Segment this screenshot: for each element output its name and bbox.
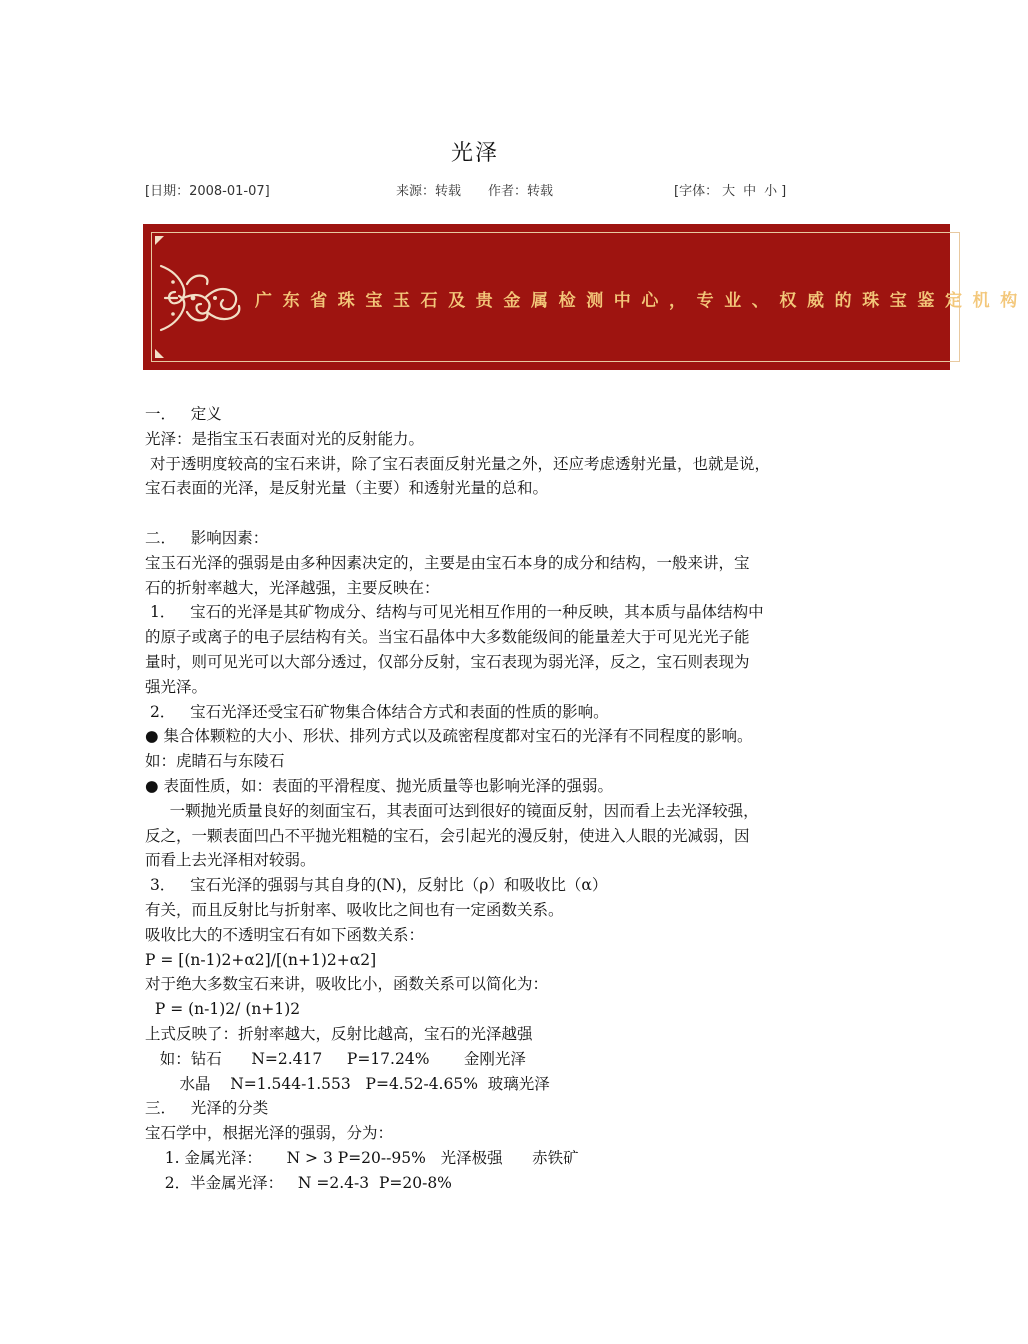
article-line: 石的折射率越大，光泽越强，主要反映在： (145, 578, 440, 597)
banner-corner-top (155, 236, 164, 245)
article-line: 吸收比大的不透明宝石有如下函数关系： (145, 925, 425, 944)
article-line: ● 表面性质，如：表面的平滑程度、抛光质量等也影响光泽的强弱。 (145, 776, 613, 795)
article-line: 反之，一颗表面凹凸不平抛光粗糙的宝石，会引起光的漫反射，使进入人眼的光减弱，因 (145, 826, 750, 845)
article-line: 宝玉石光泽的强弱是由多种因素决定的，主要是由宝石本身的成分和结构，一般来讲，宝 (145, 553, 750, 572)
article-line: 宝石表面的光泽，是反射光量（主要）和透射光量的总和。 (145, 479, 549, 498)
font-size-label: [字体： (674, 184, 719, 199)
page-title: 光泽 (450, 141, 499, 166)
article-line: 强光泽。 (145, 677, 208, 696)
font-size-close: ] (781, 184, 787, 199)
article-line: P = (n-1)2/ (n+1)2 (145, 1000, 301, 1019)
article-line: 有关，而且反射比与折射率、吸收比之间也有一定函数关系。 (145, 900, 564, 919)
article-line: 宝石学中，根据光泽的强弱，分为： (145, 1124, 394, 1143)
article-line: 二． 影响因素： (145, 528, 269, 547)
article-body (145, 402, 825, 1196)
article-line: 2．半金属光泽： N =2.4-3 P=20-8% (145, 1173, 452, 1192)
article-line: P = [(n-1)2+α2]/[(n+1)2+α2] (145, 950, 377, 969)
article-line: 的原子或离子的电子层结构有关。当宝石晶体中大多数能级间的能量差大于可见光光子能 (145, 628, 750, 647)
article-line: 一． 定义 (145, 405, 222, 423)
article-line: 水晶 N=1.544-1.553 P=4.52-4.65% 玻璃光泽 (145, 1074, 550, 1093)
meta-author: 作者：转载 (488, 184, 554, 199)
article-line: 如：钻石 N=2.417 P=17.24% 金刚光泽 (145, 1049, 526, 1068)
floral-ornament-icon (157, 262, 245, 334)
font-size-switcher (674, 180, 786, 199)
ad-banner[interactable] (143, 224, 1028, 370)
banner-corner-bottom (155, 349, 164, 358)
article-line: 一颗抛光质量良好的刻面宝石，其表面可达到很好的镜面反射，因而看上去光泽较强， (145, 801, 759, 820)
article-line: 光泽：是指宝玉石表面对光的反射能力。 (145, 429, 425, 448)
article-line: 量时，则可见光可以大部分透过，仅部分反射，宝石表现为弱光泽，反之，宝石则表现为 (145, 652, 750, 671)
article-line: 3． 宝石光泽的强弱与其自身的(N)，反射比（ρ）和吸收比（α） (145, 876, 608, 895)
banner-slogan: 广东省珠宝玉石及贵金属检测中心，专业、权威的珠宝鉴定机构 (255, 291, 1028, 311)
article-line: 上式反映了：折射率越大，反射比越高，宝石的光泽越强 (145, 1024, 533, 1043)
meta-source: 来源：转载 (396, 184, 462, 199)
font-size-medium-link[interactable]: 中 (743, 184, 757, 199)
article-line: 1． 宝石的光泽是其矿物成分、结构与可见光相互作用的一种反映，其本质与晶体结构中 (145, 603, 764, 622)
article-line: 对于绝大多数宝石来讲，吸收比小，函数关系可以简化为： (145, 975, 549, 994)
article-line: 如：虎睛石与东陵石 (145, 752, 285, 771)
article-line (145, 501, 825, 526)
font-size-small-link[interactable]: 小 (764, 184, 778, 199)
article-line: 对于透明度较高的宝石来讲，除了宝石表面反射光量之外，还应考虑透射光量，也就是说， (145, 454, 770, 473)
article-line: 2． 宝石光泽还受宝石矿物集合体结合方式和表面的性质的影响。 (145, 702, 609, 721)
article-line: ● 集合体颗粒的大小、形状、排列方式以及疏密程度都对宝石的光泽有不同程度的影响。 (145, 727, 753, 746)
font-size-large-link[interactable]: 大 (722, 184, 736, 199)
article-line: 而看上去光泽相对较弱。 (145, 851, 316, 870)
article-line: 1. 金属光泽： N > 3 P=20--95% 光泽极强 赤铁矿 (145, 1148, 579, 1167)
meta-date: [日期：2008-01-07] (145, 184, 270, 199)
article-line: 三． 光泽的分类 (145, 1099, 269, 1118)
